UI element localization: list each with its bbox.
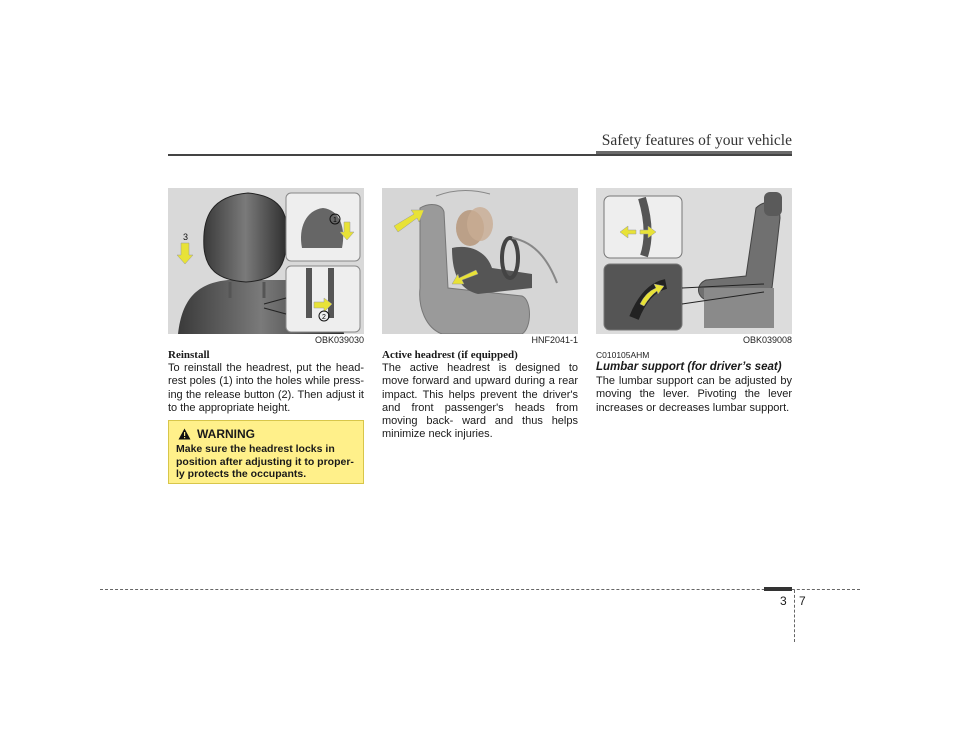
section-heading: Lumbar support (for driver’s seat): [596, 361, 782, 373]
callout-3-label: 3: [183, 232, 189, 242]
headrest-figure: [168, 188, 364, 334]
section-heading: Reinstall: [168, 349, 210, 361]
callout-2-label: 2: [322, 314, 326, 321]
callout-1-label: 1: [333, 217, 337, 224]
footer-accent-bar: [764, 587, 792, 591]
headrest-illustration: [168, 188, 364, 334]
warning-box: [168, 420, 364, 484]
headrest-shape: [204, 193, 287, 282]
warning-triangle-icon: [178, 428, 191, 440]
figure-code: OBK039030: [314, 335, 364, 345]
section-body: The lumbar support can be adjusted by moving the lever. Pivoting the lever increases or decreases lumbar support.: [596, 375, 792, 414]
active-headrest-figure: [382, 188, 578, 334]
section-body: To reinstall the headrest, put the head- rest poles (1) into the holes while press- ing the release button (2). Then adjust it to the appropriate height.: [168, 362, 364, 414]
header-rule: [168, 154, 792, 156]
warning-title: WARNING: [197, 427, 255, 441]
lumbar-support-figure: [596, 188, 792, 334]
active-headrest-illustration: [382, 188, 578, 334]
figure-code: OBK039008: [742, 335, 792, 345]
footer-rule: [100, 589, 860, 590]
section-heading: Active headrest (if equipped): [382, 349, 518, 361]
figure-code: HNF2041-1: [531, 335, 578, 345]
section-body: The active headrest is designed to move forward and upward during a rear impact. This helps prevent the driver's and front passenger's heads from moving back- ward and thus helps minimize neck injuries.: [382, 362, 578, 441]
section-code: C010105AHM: [596, 350, 650, 360]
warning-text: Make sure the headrest locks in position after adjusting it to proper- ly protects the occupants.: [176, 443, 354, 481]
footer-divider: [794, 590, 795, 642]
section-number: 3: [780, 594, 787, 608]
page-header-title: Safety features of your vehicle: [601, 132, 792, 149]
down-arrow-icon: [177, 243, 193, 264]
lumbar-support-illustration: [596, 188, 792, 334]
warning-title-row: [178, 427, 356, 441]
page-number: 7: [799, 594, 806, 608]
